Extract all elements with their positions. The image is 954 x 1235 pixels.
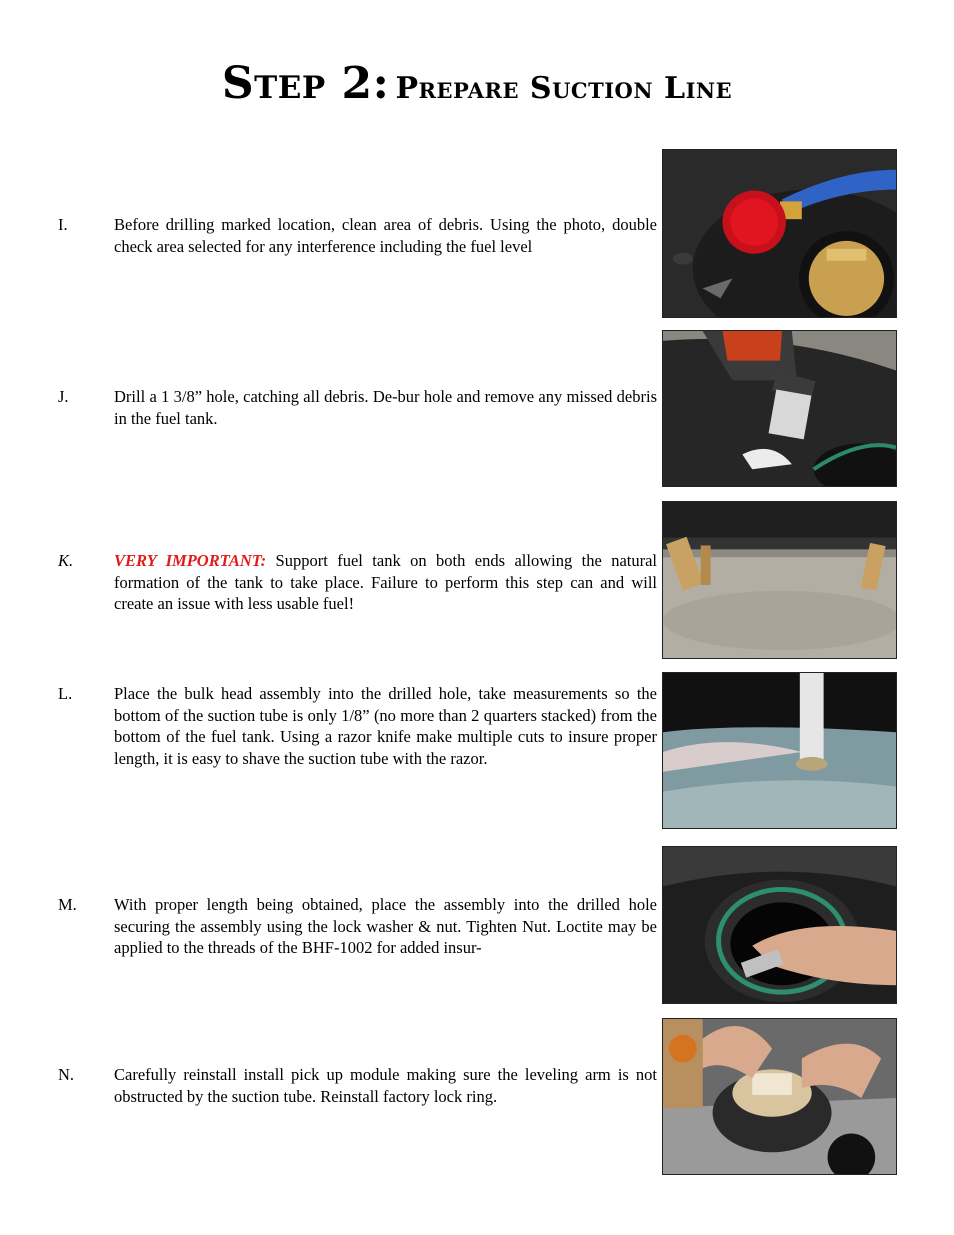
step-letter: L. — [58, 684, 73, 703]
photo-marked-location — [662, 149, 897, 318]
step-text: With proper length being obtained, place the assembly into the drilled hole securing the assembly using the lock washer & nut. Tighten Nut. Loctite may be applied to the threads of the BHF-1002 for added insur- — [114, 895, 657, 957]
photo-tank-supports — [662, 501, 897, 659]
step-text: Carefully reinstall install pick up module making sure the leveling arm is not obstructed by the suction tube. Reinstall factory lock ring. — [114, 1065, 657, 1106]
step-text: Place the bulk head assembly into the drilled hole, take measurements so the bottom of the suction tube is only 1/8” (no more than 2 quarters stacked) from the bottom of the fuel tank. Using a razor knife make multiple cuts to insure proper length, it is easy to shave the suction tube with the razor. — [114, 684, 657, 768]
step-letter: I. — [58, 215, 68, 234]
important-warning: VERY IMPORTANT: — [114, 551, 267, 570]
step-letter: J. — [58, 387, 69, 406]
step-i — [58, 214, 658, 258]
step-n — [58, 1064, 658, 1108]
step-text-body: Support fuel tank on both ends allowing the natural formation of the tank to take place. Failure to perform this step can and will create an issue with less usable fuel! — [114, 551, 657, 613]
page-title-step: Step 2: — [221, 58, 390, 109]
step-letter: M. — [58, 895, 77, 914]
step-j — [58, 386, 658, 430]
photo-drilling-hole — [662, 330, 897, 487]
step-k — [58, 550, 658, 616]
step-m — [58, 894, 658, 960]
page-title — [0, 58, 954, 109]
step-text — [114, 550, 657, 615]
step-letter: N. — [58, 1065, 75, 1084]
step-l — [58, 683, 658, 793]
photo-install-bulkhead — [662, 846, 897, 1004]
photo-reinstall-module — [662, 1018, 897, 1175]
step-letter: K. — [58, 551, 74, 570]
step-text: Drill a 1 3/8” hole, catching all debris. De-bur hole and remove any missed debris in the fuel tank. — [114, 387, 657, 428]
page-title-heading: Prepare Suction Line — [395, 71, 733, 106]
photo-suction-tube — [662, 672, 897, 829]
step-text: Before drilling marked location, clean area of debris. Using the photo, double check area selected for any interference including the fuel level — [114, 215, 657, 256]
